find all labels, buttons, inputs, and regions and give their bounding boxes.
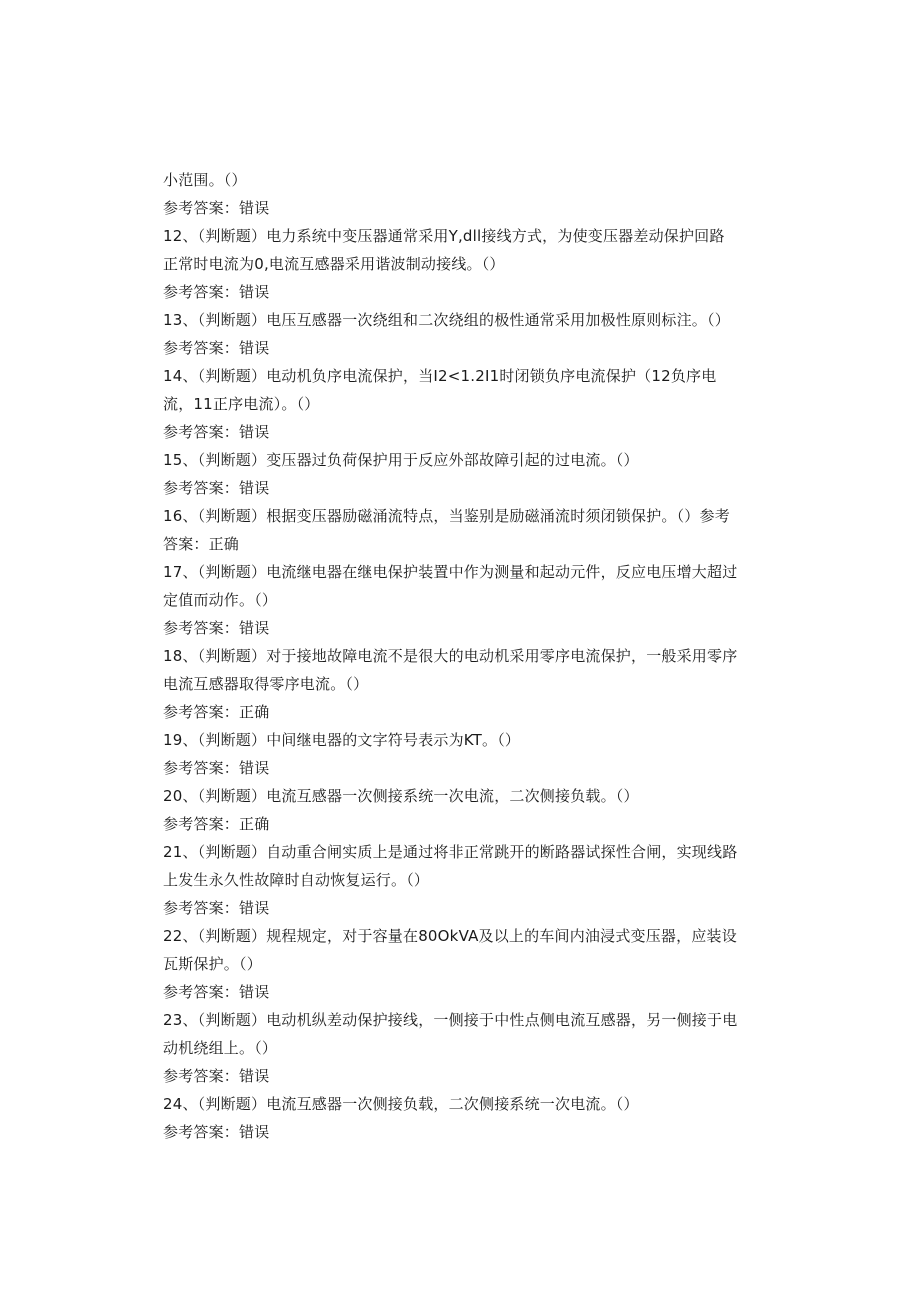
text-line: 23、（判断题）电动机纵差动保护接线，一侧接于中性点侧电流互感器，另一侧接于电 [163,1011,738,1029]
text-line: 17、（判断题）电流继电器在继电保护装置中作为测量和起动元件，反应电压增大超过 [163,563,738,581]
text-line: 参考答案：错误 [163,423,270,441]
text-line: 瓦斯保护。（） [163,955,262,973]
text-line: 参考答案：错误 [163,1067,270,1085]
text-line: 21、（判断题）自动重合闸实质上是通过将非正常跳开的断路器试探性合闸，实现线路 [163,843,738,861]
text-line: 答案：正确 [163,535,240,553]
text-line: 18、（判断题）对于接地故障电流不是很大的电动机采用零序电流保护，一般采用零序 [163,647,738,665]
text-line: 参考答案：错误 [163,759,270,777]
text-line: 12、（判断题）电力系统中变压器通常采用Y,dll接线方式，为使变压器差动保护回路 [163,227,725,245]
text-line: 参考答案：错误 [163,479,270,497]
text-line: 13、（判断题）电压互感器一次绕组和二次绕组的极性通常采用加极性原则标注。（） [163,311,730,329]
question-list [163,166,763,1146]
text-line: 电流互感器取得零序电流。（） [163,675,369,693]
text-line: 上发生永久性故障时自动恢复运行。（） [163,871,430,889]
text-line: 20、（判断题）电流互感器一次侧接系统一次电流，二次侧接负载。（） [163,787,639,805]
text-line: 14、（判断题）电动机负序电流保护，当I2<1.2I1时闭锁负序电流保护（12负序电 [163,367,717,385]
text-line: 参考答案：错误 [163,283,270,301]
text-line: 流，11正序电流）。（） [163,395,320,413]
text-line: 参考答案：错误 [163,983,270,1001]
text-line: 参考答案：错误 [163,1123,270,1141]
text-line: 24、（判断题）电流互感器一次侧接负载，二次侧接系统一次电流。（） [163,1095,639,1113]
text-line: 22、（判断题）规程规定，对于容量在80OkVA及以上的车间内油浸式变压器，应装设 [163,927,737,945]
text-line: 参考答案：正确 [163,815,270,833]
text-line: 定值而动作。（） [163,591,278,609]
text-line: 参考答案：错误 [163,619,270,637]
text-line: 15、（判断题）变压器过负荷保护用于反应外部故障引起的过电流。（） [163,451,639,469]
text-line: 动机绕组上。（） [163,1039,278,1057]
text-line: 参考答案：错误 [163,199,270,217]
text-line: 16、（判断题）根据变压器励磁涌流特点，当鉴别是励磁涌流时须闭锁保护。（）参考 [163,507,730,525]
text-line: 参考答案：错误 [163,339,270,357]
text-line: 小范围。（） [163,171,247,189]
text-line: 参考答案：正确 [163,703,270,721]
text-line: 19、（判断题）中间继电器的文字符号表示为KT。（） [163,731,521,749]
text-line: 正常时电流为0,电流互感器采用谐波制动接线。（） [163,255,505,273]
text-line: 参考答案：错误 [163,899,270,917]
